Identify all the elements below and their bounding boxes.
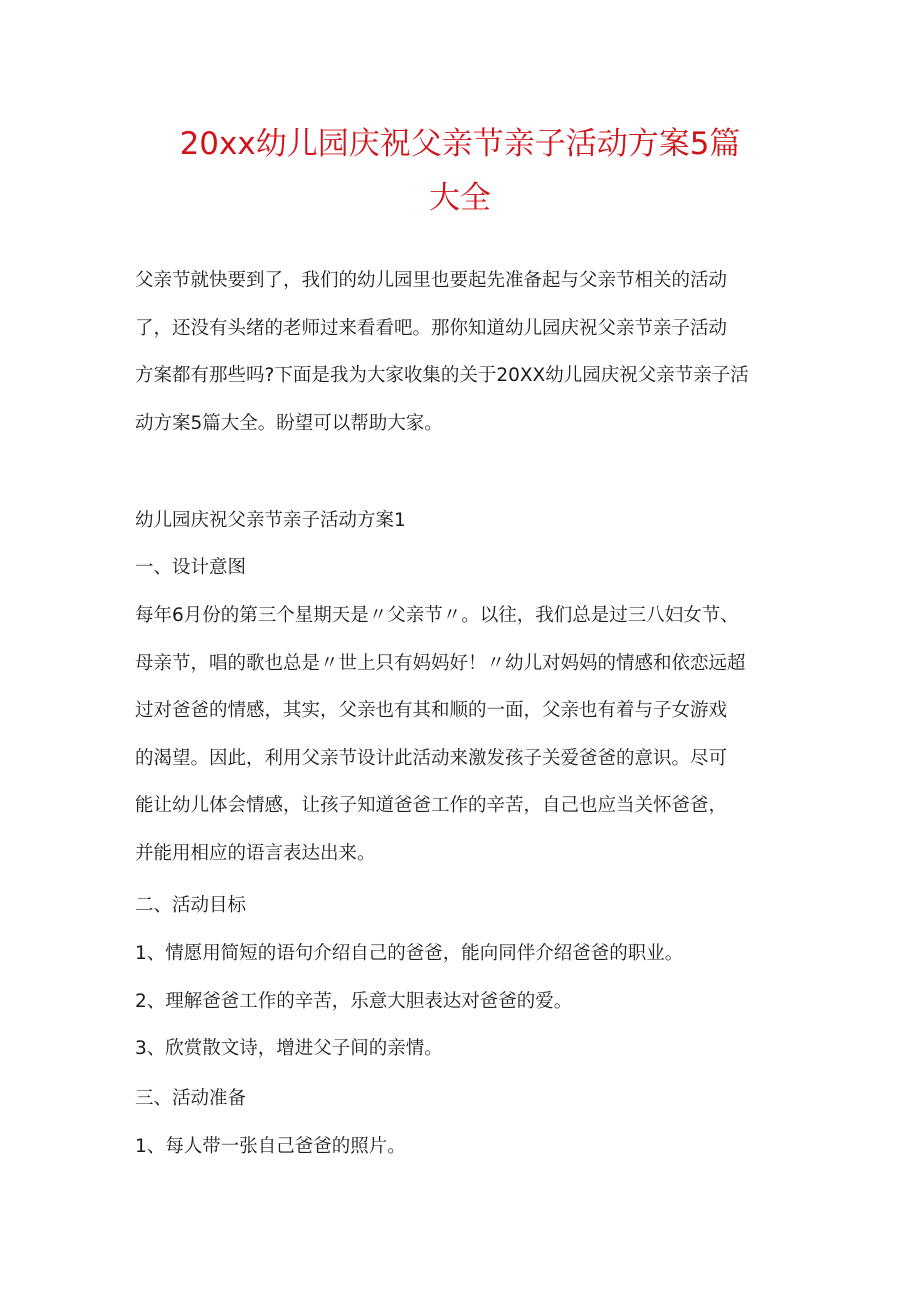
part3-heading — [135, 1080, 785, 1118]
subheading-goals: 二、活动目标 — [135, 895, 247, 916]
paragraph-line: 能让幼儿体会情感，让孩子知道爸爸工作的辛苦，自己也应当关怀爸爸， — [135, 795, 728, 816]
paragraph-line: 的渴望。因此，利用父亲节设计此活动来激发孩子关爱爸爸的意识。尽可 — [135, 747, 728, 769]
subheading-design-intent: 一、设计意图 — [135, 557, 247, 578]
paragraph-line: 并能用相应的语言表达出来。 — [135, 842, 376, 864]
goals-list — [135, 935, 785, 1068]
section-title: 幼儿园庆祝父亲节亲子活动方案1 — [135, 510, 406, 531]
intro-line: 方案都有那些吗?下面是我为大家收集的关于20XX幼儿园庆祝父亲节亲子活 — [135, 365, 749, 386]
subheading-preparation: 三、活动准备 — [135, 1088, 247, 1109]
paragraph-line: 过对爸爸的情感，其实，父亲也有其和顺的一面，父亲也有着与子女游戏 — [135, 700, 728, 721]
intro-line: 动方案5篇大全。盼望可以帮助大家。 — [135, 412, 443, 434]
intro-paragraph — [135, 262, 785, 442]
part2-heading — [135, 887, 785, 925]
list-item: 1、情愿用简短的语句介绍自己的爸爸，能向同伴介绍爸爸的职业。 — [135, 943, 684, 964]
title-line-1: 20xx幼儿园庆祝父亲节亲子活动方案5篇 — [179, 126, 741, 162]
paragraph-line: 母亲节，唱的歌也总是〃世上只有妈妈好！〃幼儿对妈妈的情感和依恋远超 — [135, 652, 746, 674]
list-item: 3、欣赏散文诗，增进父子间的亲情。 — [135, 1038, 443, 1059]
part1-heading — [135, 549, 785, 587]
prep-list — [135, 1128, 785, 1166]
document-title — [120, 117, 800, 225]
part1-paragraph — [135, 597, 785, 872]
section-heading — [135, 502, 785, 540]
paragraph-line: 每年6月份的第三个星期天是〃父亲节〃。以往，我们总是过三八妇女节、 — [135, 605, 739, 626]
list-item: 1、每人带一张自己爸爸的照片。 — [135, 1136, 406, 1157]
intro-line: 了，还没有头绪的老师过来看看吧。那你知道幼儿园庆祝父亲节亲子活动 — [135, 317, 728, 339]
list-item: 2、理解爸爸工作的辛苦，乐意大胆表达对爸爸的爱。 — [135, 990, 573, 1012]
intro-line: 父亲节就快要到了，我们的幼儿园里也要起先准备起与父亲节相关的活动 — [135, 270, 728, 291]
title-line-2: 大全 — [429, 180, 491, 216]
